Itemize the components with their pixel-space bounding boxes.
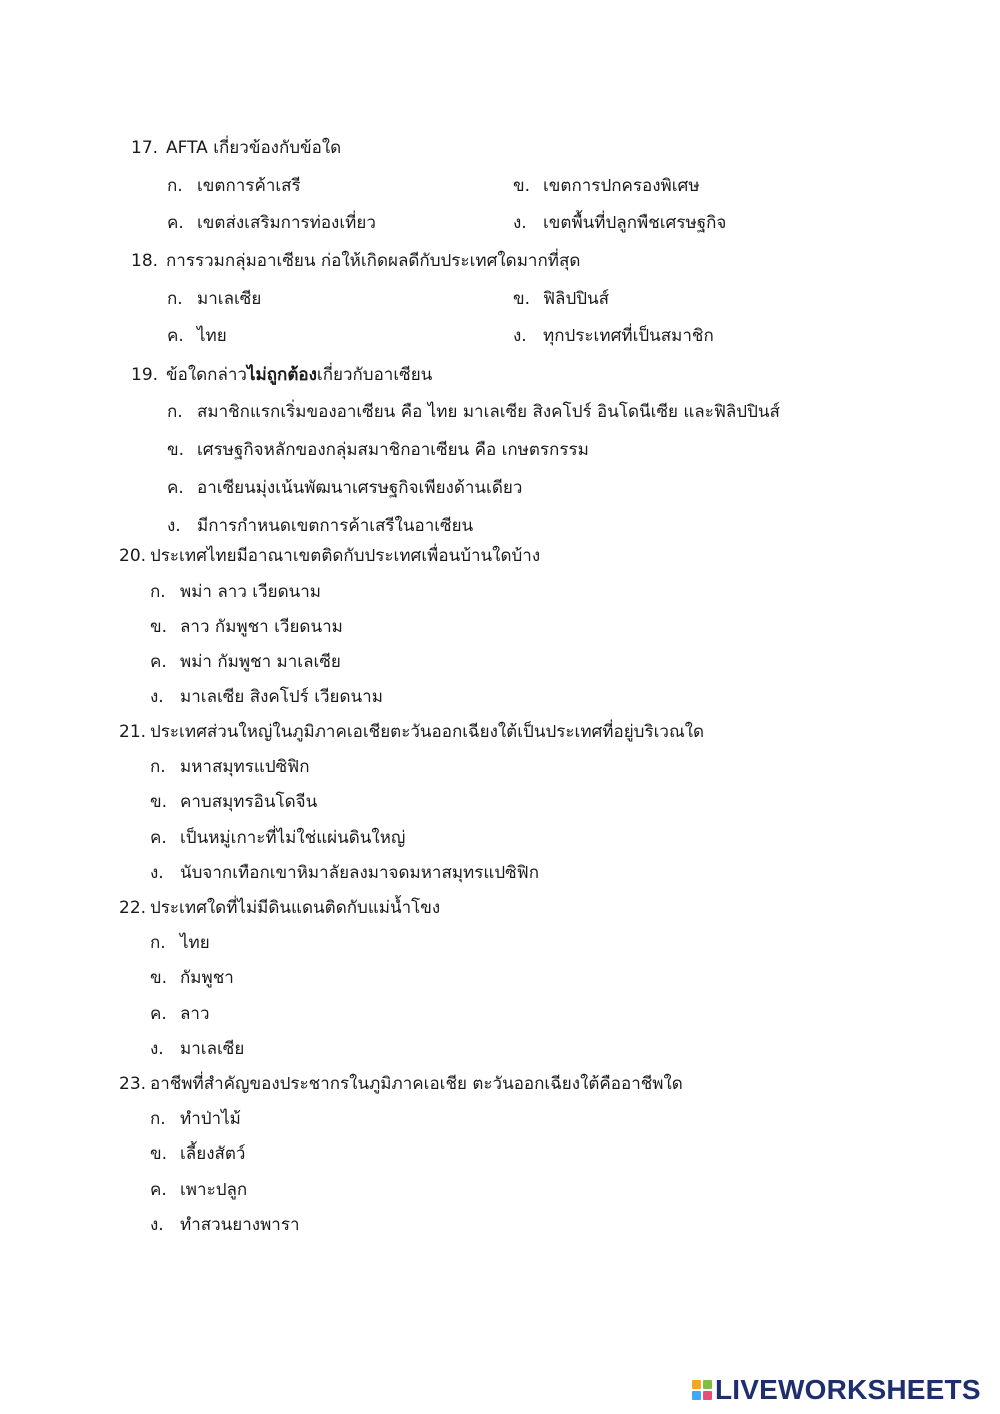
question-text-before: ข้อใดกล่าว xyxy=(166,365,247,385)
logo-mark-icon xyxy=(692,1380,712,1400)
option-item xyxy=(167,398,780,425)
option-label: ก. xyxy=(167,402,183,422)
question-23 xyxy=(119,1070,683,1097)
question-text: ประเทศใดที่ไม่มีดินแดนติดกับแม่น้ำโขง xyxy=(150,898,441,918)
question-number: 19. xyxy=(131,365,159,385)
question-text: การรวมกลุ่มอาเซียน ก่อให้เกิดผลดีกับประเทศใดมากที่สุด xyxy=(166,251,581,271)
option-label: ก. xyxy=(167,176,183,196)
question-number: 20. xyxy=(119,546,147,566)
question-text: AFTA เกี่ยวข้องกับข้อใด xyxy=(166,138,342,158)
question-text: อาชีพที่สำคัญของประชากรในภูมิภาคเอเชีย ตะวันออกเฉียงใต้คืออาชีพใด xyxy=(150,1074,683,1094)
option-item xyxy=(167,209,376,236)
question-22 xyxy=(119,894,440,921)
option-label: ค. xyxy=(167,213,184,233)
option-item xyxy=(167,285,261,312)
option-label: ข. xyxy=(150,617,168,637)
option-label: ค. xyxy=(167,478,184,498)
option-text: มีการกำหนดเขตการค้าเสรีในอาเซียน xyxy=(197,516,474,536)
option-label: ค. xyxy=(150,652,167,672)
option-item xyxy=(167,474,522,501)
option-label: ข. xyxy=(150,1144,168,1164)
option-label: ข. xyxy=(150,968,168,988)
option-label: ง. xyxy=(513,326,527,346)
option-item xyxy=(167,322,227,349)
option-text: มาเลเซีย xyxy=(180,1039,245,1059)
option-item xyxy=(513,322,714,349)
question-text-emphasis: ไม่ถูกต้อง xyxy=(246,365,317,385)
option-item xyxy=(513,172,700,199)
logo-square xyxy=(703,1380,712,1389)
option-text: ฟิลิปปินส์ xyxy=(543,289,610,309)
question-18 xyxy=(131,247,580,274)
option-item xyxy=(513,285,609,312)
question-text: ประเทศส่วนใหญ่ในภูมิภาคเอเชียตะวันออกเฉียงใต้เป็นประเทศที่อยู่บริเวณใด xyxy=(150,722,705,742)
option-label: ง. xyxy=(167,516,181,536)
option-item xyxy=(150,788,317,815)
logo-text: LIVEWORKSHEETS xyxy=(715,1374,981,1405)
option-item xyxy=(150,578,321,605)
option-item xyxy=(513,209,726,236)
option-label: ง. xyxy=(150,1215,164,1235)
option-label: ก. xyxy=(150,757,166,777)
question-text-after: เกี่ยวกับอาเซียน xyxy=(316,365,433,385)
option-label: ก. xyxy=(150,582,166,602)
option-item xyxy=(150,1176,247,1203)
question-number: 21. xyxy=(119,722,147,742)
option-item xyxy=(150,648,341,675)
option-text: คาบสมุทรอินโดจีน xyxy=(180,792,318,812)
option-label: ค. xyxy=(167,326,184,346)
option-label: ข. xyxy=(513,289,531,309)
option-text: ทุกประเทศที่เป็นสมาชิก xyxy=(543,326,714,346)
option-label: ข. xyxy=(513,176,531,196)
logo-square xyxy=(692,1380,701,1389)
option-label: ค. xyxy=(150,1004,167,1024)
option-text: ทำสวนยางพารา xyxy=(180,1215,300,1235)
option-text: ไทย xyxy=(180,933,210,953)
option-label: ก. xyxy=(167,289,183,309)
option-label: ก. xyxy=(150,933,166,953)
option-text: อาเซียนมุ่งเน้นพัฒนาเศรษฐกิจเพียงด้านเดียว xyxy=(197,478,523,498)
option-text: กัมพูชา xyxy=(180,968,234,988)
option-text: เขตพื้นที่ปลูกพืชเศรษฐกิจ xyxy=(543,213,727,233)
option-item xyxy=(150,824,405,851)
question-number: 18. xyxy=(131,251,159,271)
option-item xyxy=(150,613,343,640)
question-20 xyxy=(119,542,540,569)
option-text: เป็นหมู่เกาะที่ไม่ใช่แผ่นดินใหญ่ xyxy=(180,828,406,848)
liveworksheets-logo xyxy=(692,1374,981,1406)
option-text: ลาว กัมพูชา เวียดนาม xyxy=(180,617,343,637)
option-text: เศรษฐกิจหลักของกลุ่มสมาชิกอาเซียน คือ เกษตรกรรม xyxy=(197,440,589,460)
option-label: ง. xyxy=(150,687,164,707)
option-text: ลาว xyxy=(180,1004,210,1024)
option-text: มหาสมุทรแปซิฟิก xyxy=(180,757,310,777)
option-item xyxy=(150,1000,210,1027)
option-label: ง. xyxy=(150,1039,164,1059)
option-label: ข. xyxy=(150,792,168,812)
option-label: ง. xyxy=(513,213,527,233)
option-text: พม่า ลาว เวียดนาม xyxy=(180,582,322,602)
option-text: ทำป่าไม้ xyxy=(180,1109,241,1129)
option-text: เขตการปกครองพิเศษ xyxy=(543,176,700,196)
option-text: ไทย xyxy=(197,326,227,346)
logo-square xyxy=(703,1391,712,1400)
question-text: ประเทศไทยมีอาณาเขตติดกับประเทศเพื่อนบ้านใดบ้าง xyxy=(150,546,541,566)
option-text: สมาชิกแรกเริ่มของอาเซียน คือ ไทย มาเลเซีย สิงคโปร์ อินโดนีเซีย และฟิลิปปินส์ xyxy=(197,402,780,422)
option-item xyxy=(150,1105,241,1132)
option-text: มาเลเซีย สิงคโปร์ เวียดนาม xyxy=(180,687,383,707)
option-label: ค. xyxy=(150,1180,167,1200)
logo-square xyxy=(692,1391,701,1400)
option-item xyxy=(150,683,383,710)
question-19 xyxy=(131,361,432,388)
option-item xyxy=(150,1035,244,1062)
option-item xyxy=(167,172,301,199)
option-text: นับจากเทือกเขาหิมาลัยลงมาจดมหาสมุทรแปซิฟิก xyxy=(180,863,540,883)
option-item xyxy=(150,753,310,780)
option-label: ค. xyxy=(150,828,167,848)
option-item xyxy=(150,929,210,956)
option-text: เลี้ยงสัตว์ xyxy=(180,1144,246,1164)
option-item xyxy=(150,1211,300,1238)
option-item xyxy=(167,436,589,463)
option-label: ก. xyxy=(150,1109,166,1129)
question-number: 23. xyxy=(119,1074,147,1094)
option-label: ข. xyxy=(167,440,185,460)
option-text: เพาะปลูก xyxy=(180,1180,248,1200)
option-item xyxy=(150,1140,245,1167)
option-text: เขตส่งเสริมการท่องเที่ยว xyxy=(197,213,376,233)
option-text: เขตการค้าเสรี xyxy=(197,176,301,196)
option-text: มาเลเซีย xyxy=(197,289,262,309)
option-item xyxy=(150,859,539,886)
option-item xyxy=(150,964,234,991)
question-21 xyxy=(119,718,704,745)
option-item xyxy=(167,512,473,539)
option-text: พม่า กัมพูชา มาเลเซีย xyxy=(180,652,341,672)
option-label: ง. xyxy=(150,863,164,883)
question-17 xyxy=(131,134,341,161)
question-number: 22. xyxy=(119,898,147,918)
question-number: 17. xyxy=(131,138,159,158)
